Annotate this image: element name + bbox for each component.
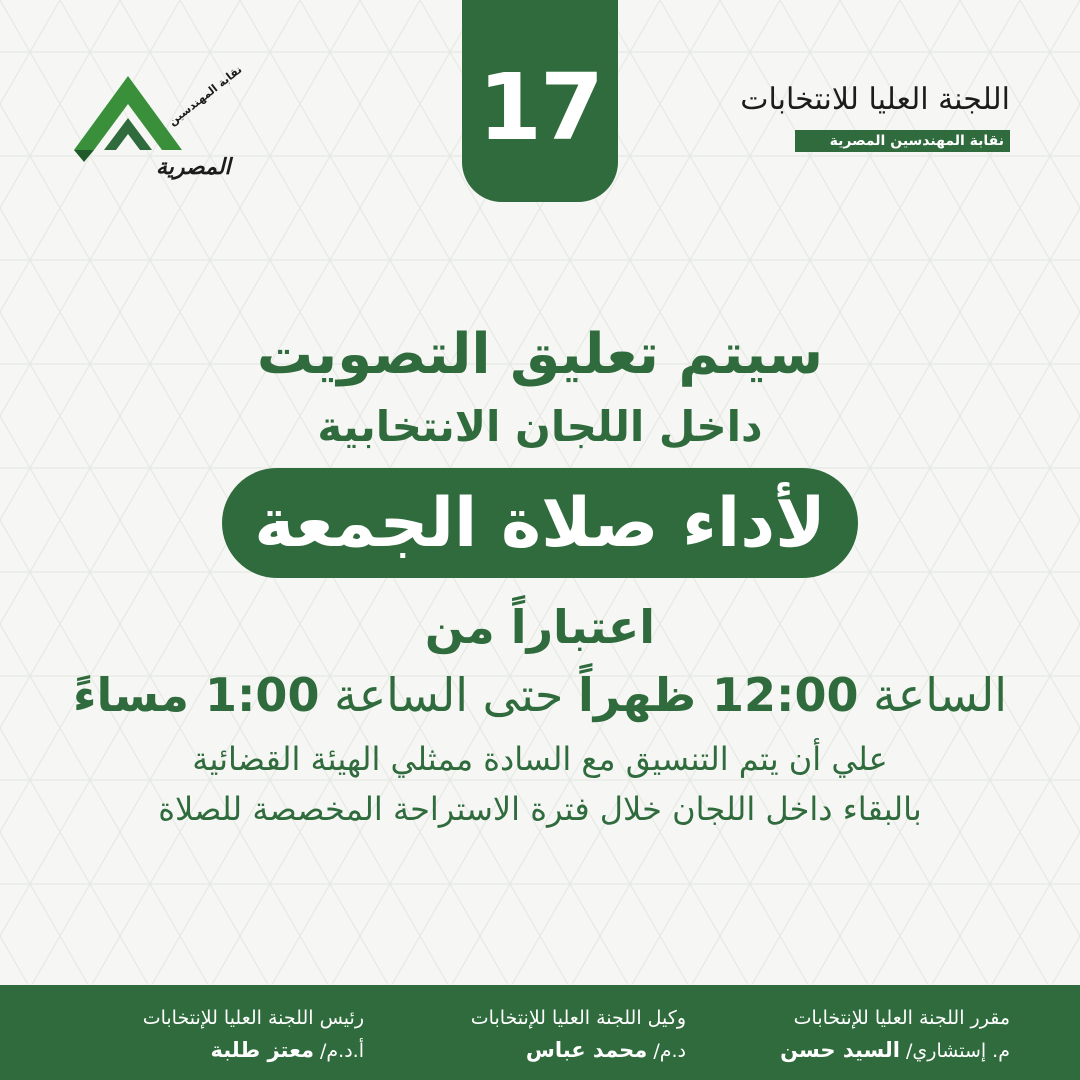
signature-name-line xyxy=(54,1035,364,1066)
announcement-number-tab xyxy=(462,0,618,202)
footer-bar xyxy=(0,985,1080,1080)
note-line-2: بالبقاء داخل اللجان خلال فترة الاستراحة المخصصة للصلاة xyxy=(158,790,922,828)
headline-line-2: داخل اللجان الانتخابية xyxy=(317,402,763,451)
time-prefix: الساعة xyxy=(858,668,1008,722)
signature-title: أ.د.م/ xyxy=(313,1040,364,1062)
signature-name: معتز طلبة xyxy=(210,1038,314,1062)
signature-chairman xyxy=(54,1005,364,1066)
signature-role: مقرر اللجنة العليا للإنتخابات xyxy=(793,1007,1010,1029)
headline-line-1: سيتم تعليق التصويت xyxy=(256,322,824,387)
logo-text-top: نقابة المهندسين xyxy=(166,62,245,129)
syndicate-logo xyxy=(70,62,245,185)
signature-role: رئيس اللجنة العليا للإنتخابات xyxy=(142,1007,364,1029)
signature-name: محمد عباس xyxy=(525,1038,648,1062)
signature-title: م. إستشاري/ xyxy=(899,1040,1010,1062)
logo-text-bottom: المصرية xyxy=(156,155,231,180)
time-end: 1:00 مساءً xyxy=(72,668,320,722)
signature-name: السيد حسن xyxy=(780,1038,900,1062)
signature-name-line xyxy=(700,1035,1010,1066)
signature-deputy xyxy=(376,1005,686,1066)
elections-committee-logo xyxy=(740,78,1010,168)
announcement-number: 17 xyxy=(477,53,603,161)
signature-rapporteur xyxy=(700,1005,1010,1066)
time-start: 12:00 ظهراً xyxy=(577,668,859,722)
committee-logo-subtitle: نقابة المهندسين المصرية xyxy=(795,130,1010,152)
signature-role: وكيل اللجنة العليا للإنتخابات xyxy=(470,1007,686,1029)
time-middle: حتى الساعة xyxy=(319,668,578,722)
highlight-pill-text: لأداء صلاة الجمعة xyxy=(254,483,826,563)
starting-from-text: اعتباراً من xyxy=(424,600,656,654)
note-line-1: علي أن يتم التنسيق مع السادة ممثلي الهيئة القضائية xyxy=(192,740,888,778)
committee-logo-year: 2026 xyxy=(797,129,825,140)
committee-logo-title: اللجنة العليا للانتخابات xyxy=(740,82,1010,117)
signature-name-line xyxy=(376,1035,686,1066)
time-range xyxy=(0,668,1080,722)
highlight-pill xyxy=(222,468,858,578)
signature-title: د.م/ xyxy=(647,1040,686,1062)
